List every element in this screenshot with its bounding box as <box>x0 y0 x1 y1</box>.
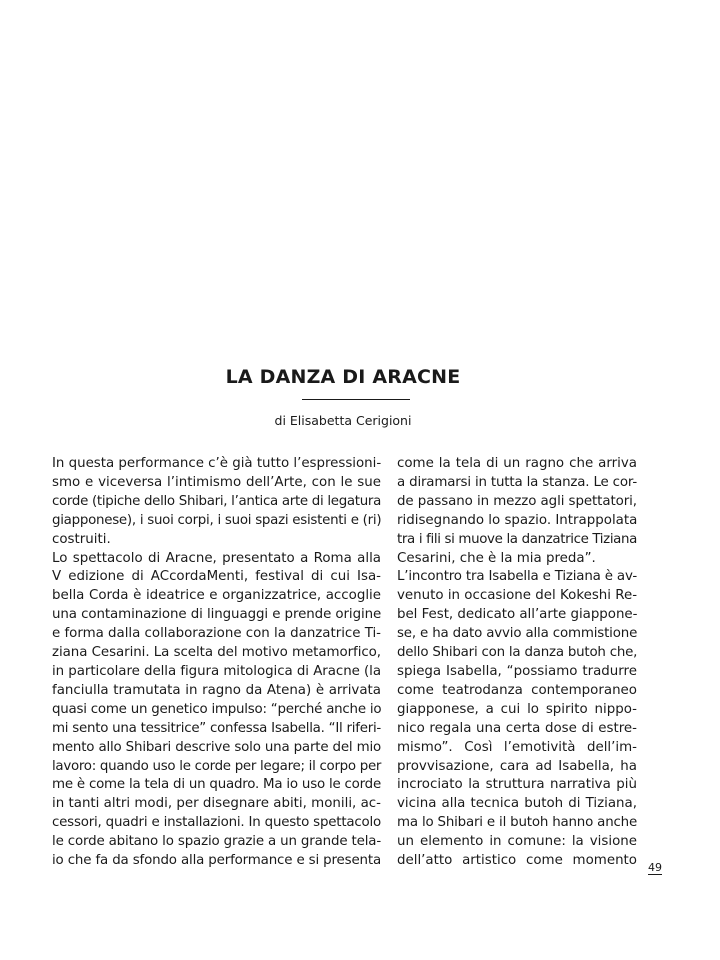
text-line: bel Fest, dedicato all’arte giappone- <box>397 607 638 623</box>
text-line: provvisazione, cara ad Isabella, ha <box>397 758 637 774</box>
text-line: incrociato la struttura narrativa più <box>397 777 637 793</box>
text-line: le corde abitano lo spazio grazie a un grande tela- <box>52 834 381 850</box>
text-line: dell’atto artistico come momento <box>397 853 637 869</box>
text-line: me è come la tela di un quadro. Ma io uso le corde <box>52 777 381 793</box>
text-line: ziana Cesarini. La scelta del motivo metamorfico, <box>52 645 381 661</box>
article-byline: di Elisabetta Cerigioni <box>274 413 412 428</box>
text-line: spiega Isabella, “possiamo tradurre <box>397 663 637 679</box>
text-line: giapponese, a cui lo spirito nippo- <box>397 701 637 717</box>
page-number: 49 <box>648 861 662 874</box>
text-line: quasi come un genetico impulso: “perché anche io <box>52 701 382 717</box>
text-line: V edizione di ACcordaMenti, festival di cui Isa- <box>52 569 381 585</box>
text-line: nico regala una certa dose di estre- <box>397 720 637 736</box>
title-divider <box>302 399 410 400</box>
text-line: Cesarini, che è la mia preda”. <box>397 550 596 566</box>
text-line: a diramarsi in tutta la stanza. Le cor- <box>397 474 637 490</box>
text-line: mismo”. Così l’emotività dell’im- <box>397 739 637 755</box>
text-line: costruiti. <box>52 531 111 547</box>
text-line: come la tela di un ragno che arriva <box>397 456 637 471</box>
text-line: se, e ha dato avvio alla commistione <box>397 626 638 642</box>
text-line: mi sento una tessitrice” confessa Isabella. “Il riferi- <box>52 720 381 736</box>
text-line: fanciulla tramutata in ragno da Atena) è arrivata <box>52 682 381 698</box>
text-line: ma lo Shibari e il butoh hanno anche <box>397 815 637 831</box>
text-line: lavoro: quando uso le corde per legare; il corpo per <box>52 758 382 774</box>
text-line: corde (tipiche dello Shibari, l’antica arte di legatura <box>52 493 381 509</box>
text-line: ridisegnando lo spazio. Intrappolata <box>397 512 638 528</box>
text-line: tra i fili si muove la danzatrice Tiziana <box>397 531 637 547</box>
text-line: vicina alla tecnica butoh di Tiziana, <box>397 796 637 812</box>
text-column-right <box>397 455 637 871</box>
text-line: dello Shibari con la danza butoh che, <box>397 645 638 661</box>
text-line: io che fa da sfondo alla performance e si presenta <box>52 853 381 869</box>
text-line: e forma dalla collaborazione con la danzatrice Ti- <box>52 626 381 642</box>
article-title: LA DANZA DI ARACNE <box>225 366 461 388</box>
text-line: L’incontro tra Isabella e Tiziana è av- <box>397 569 637 585</box>
text-line: un elemento in comune: la visione <box>397 834 637 850</box>
text-line: Lo spettacolo di Aracne, presentato a Roma alla <box>52 550 381 566</box>
text-line: cessori, quadri e installazioni. In questo spettacolo <box>52 815 381 831</box>
text-line: mento allo Shibari descrive solo una parte del mio <box>52 739 381 755</box>
text-line: smo e viceversa l’intimismo dell’Arte, con le sue <box>52 474 381 490</box>
text-line: in particolare della figura mitologica di Aracne (la <box>52 663 381 679</box>
text-line: come teatrodanza contemporaneo <box>397 682 637 698</box>
text-line: bella Corda è ideatrice e organizzatrice, accoglie <box>52 588 381 604</box>
text-line: giapponese), i suoi corpi, i suoi spazi esistenti e (ri) <box>52 512 382 528</box>
text-column-left <box>52 455 381 871</box>
text-line: In questa performance c’è già tutto l’espressioni- <box>52 456 382 471</box>
text-line: in tanti altri modi, per disegnare abiti, monili, ac- <box>52 796 381 812</box>
text-line: una contaminazione di linguaggi e prende origine <box>52 607 382 623</box>
text-line: venuto in occasione del Kokeshi Re- <box>397 588 638 604</box>
text-line: de passano in mezzo agli spettatori, <box>397 493 637 509</box>
